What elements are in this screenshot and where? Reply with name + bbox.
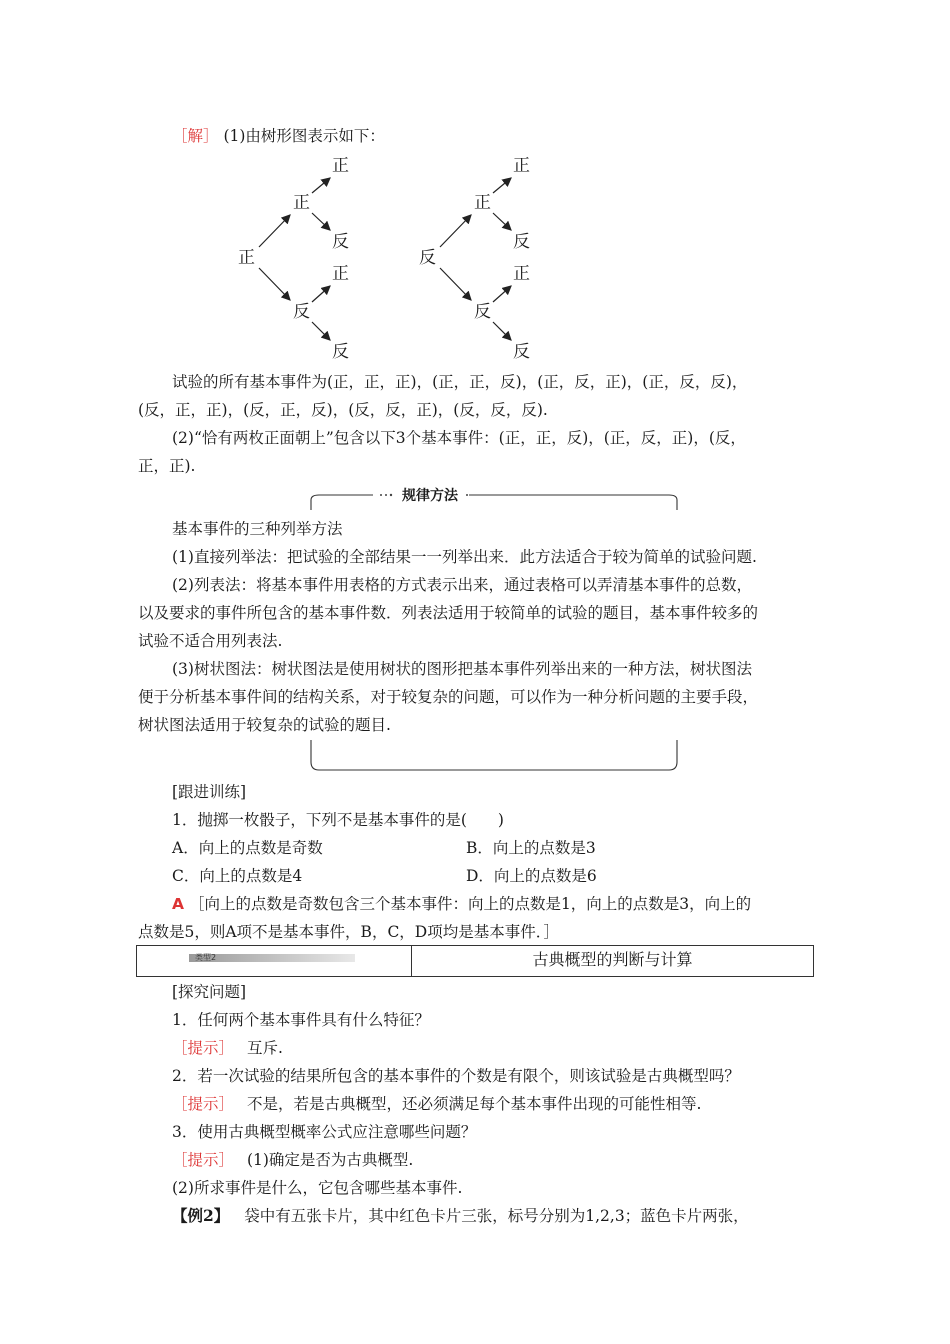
option-d: D．向上的点数是6	[466, 867, 597, 885]
tree-node: 反	[474, 302, 491, 322]
tree-node: 反	[332, 232, 349, 252]
explore-q2: 2．若一次试验的结果所包含的基本事件的个数是有限个，则该试验是古典概型吗？	[172, 1067, 740, 1085]
tree-node: 正	[513, 156, 530, 176]
example-line	[172, 1206, 749, 1226]
explore-a2: 不是，若是古典概型，还必须满足每个基本事件出现的可能性相等.	[246, 1095, 702, 1113]
explore-q1: 1．任何两个基本事件具有什么特征？	[172, 1011, 430, 1029]
explanation-text-1: ［向上的点数是奇数包含三个基本事件：向上的点数是1，向上的点数是3，向上的	[188, 895, 752, 913]
tree-node: 正	[238, 248, 255, 268]
practice-explanation-line-2: 点数是5，则A项不是基本事件，B，C，D项均是基本事件．］	[138, 923, 559, 941]
arrow-line	[493, 213, 511, 230]
hint-tag: ［提示］	[172, 1039, 235, 1057]
arrow-line	[440, 268, 471, 300]
tree-node: 反	[513, 232, 530, 252]
arrow-line	[493, 322, 511, 340]
example-tag: 【例2】	[172, 1206, 230, 1225]
explore-a3-line-1	[172, 1150, 413, 1170]
part2-line-2: 正，正).	[138, 457, 196, 475]
hint-tag: ［提示］	[172, 1095, 235, 1113]
all-events-line-2: (反，正，正)，(反，正，反)，(反，反，正)，(反，反，反).	[138, 401, 548, 419]
tree-node: 反	[513, 342, 530, 362]
explore-a3-line-2: (2)所求事件是什么，它包含哪些基本事件.	[172, 1179, 463, 1197]
method-title: 规律方法	[395, 487, 465, 505]
all-events-line-1: 试验的所有基本事件为(正，正，正)，(正，正，反)，(正，反，正)，(正，反，反)，	[172, 373, 748, 391]
type-bar-title: 古典概型的判断与计算	[532, 950, 693, 969]
arrow-line	[312, 178, 330, 193]
explore-a2-line	[172, 1094, 701, 1114]
tree-node: 反	[293, 302, 310, 322]
explore-q3: 3．使用古典概型概率公式应注意哪些问题？	[172, 1123, 477, 1141]
tree-node: 正	[513, 264, 530, 284]
arrow-line	[312, 213, 330, 230]
hint-tag: ［提示］	[172, 1151, 235, 1169]
option-c: C．向上的点数是4	[172, 867, 303, 885]
arrow-line	[259, 268, 290, 300]
arrow-line	[493, 286, 511, 302]
tree-node: 正	[474, 193, 491, 213]
arrow-line	[493, 178, 511, 193]
method-item-3-line-2: 便于分析基本事件间的结构关系，对于较复杂的问题，可以作为一种分析问题的主要手段，	[138, 688, 759, 706]
method-item-3-line-1: (3)树状图法：树状图法是使用树状的图形把基本事件列举出来的一种方法，树状图法	[172, 660, 752, 678]
method-item-2-line-3: 试验不适合用列表法.	[138, 632, 283, 650]
method-heading: 基本事件的三种列举方法	[172, 520, 343, 538]
option-b: B．向上的点数是3	[466, 839, 596, 857]
arrow-line	[312, 322, 330, 340]
part2-line-1: (2)“恰有两枚正面朝上”包含以下3个基本事件：(正，正，反)，(正，反，正)，(反，	[172, 429, 746, 447]
method-item-2-line-1: (2)列表法：将基本事件用表格的方式表示出来，通过表格可以弄清基本事件的总数，	[172, 576, 752, 594]
explore-heading: [探究问题]	[172, 983, 247, 1001]
explore-a1: 互斥.	[246, 1039, 283, 1057]
tree-node: 反	[419, 248, 436, 268]
explore-a3-1: (1)确定是否为古典概型.	[246, 1151, 414, 1169]
practice-heading: [跟进训练]	[172, 783, 247, 801]
method-item-2-line-2: 以及要求的事件所包含的基本事件数．列表法适用于较简单的试验的题目，基本事件较多的	[138, 604, 759, 622]
type-tag: 类型2	[189, 954, 355, 962]
method-item-3-line-3: 树状图法适用于较复杂的试验的题目.	[138, 716, 391, 734]
arrow-line	[259, 215, 290, 247]
practice-explanation-line-1	[172, 894, 751, 914]
arrow-line	[312, 286, 330, 302]
practice-question: 1．抛掷一枚骰子，下列不是基本事件的是( )	[172, 811, 504, 829]
explore-a1-line	[172, 1038, 283, 1058]
type-bar-left-cell	[137, 946, 412, 976]
tree-node: 正	[332, 156, 349, 176]
type-bar	[136, 945, 814, 977]
option-a: A．向上的点数是奇数	[172, 839, 323, 857]
tree-node: 反	[332, 342, 349, 362]
answer-letter: A	[172, 895, 184, 913]
solution-part1-intro: (1)由树形图表示如下：	[223, 127, 385, 145]
tree-node: 正	[293, 193, 310, 213]
method-box-top-border	[305, 488, 683, 512]
method-item-1: (1)直接列举法：把试验的全部结果一一列举出来．此方法适合于较为简单的试验问题.	[172, 548, 757, 566]
example-text: 袋中有五张卡片，其中红色卡片三张，标号分别为1,2,3；蓝色卡片两张，	[244, 1207, 749, 1225]
solution-tag: ［解］	[172, 127, 219, 145]
method-box-bottom-border	[305, 738, 683, 774]
tree-node: 正	[332, 264, 349, 284]
arrow-line	[440, 215, 471, 247]
